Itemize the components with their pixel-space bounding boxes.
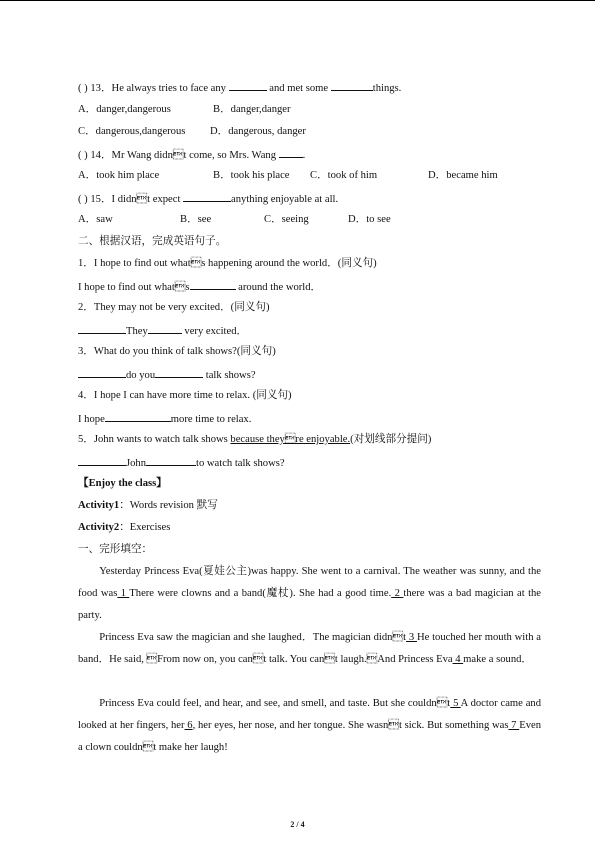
- option-c: C．took of him: [310, 170, 378, 181]
- cloze-blank-6: 6: [184, 720, 193, 731]
- option-d: D．to see: [348, 214, 391, 225]
- activity-text: ：Exercises: [119, 522, 171, 533]
- blank: [78, 455, 126, 466]
- sentence-5-answer: [78, 455, 285, 471]
- answer-text: They: [126, 326, 148, 337]
- answer-bracket: ( ) 15．: [78, 194, 112, 205]
- section-heading: 二、根据汉语，完成英语句子。: [78, 236, 227, 247]
- question-stem: things.: [372, 83, 402, 94]
- question-13-options-row2: [78, 125, 306, 139]
- option-c: C．dangerous,dangerous: [78, 126, 186, 137]
- answer-bracket: ( ) 14．: [78, 150, 112, 161]
- cloze-blank-7: 7: [508, 720, 520, 731]
- cloze-blank-4: 4: [452, 654, 464, 665]
- passage-text: Princess Eva could feel, and hear, and see, and smell, and taste. But she couldnt: [99, 698, 451, 709]
- cloze-blank-3: 3: [406, 632, 417, 643]
- page-number: 2 / 4: [290, 820, 305, 829]
- answer-text: around the world．: [235, 282, 322, 293]
- option-b: B．took his place: [213, 170, 290, 181]
- passage-text: There were clowns and a band(魔杖). She had a good time.: [129, 588, 392, 599]
- answer-text: talk shows?: [203, 370, 256, 381]
- answer-text: to watch talk shows?: [196, 458, 285, 469]
- blank: [183, 191, 231, 202]
- option-b: B．see: [180, 214, 212, 225]
- question-15-options: [78, 213, 391, 227]
- passage-text: A doctor came and looked at her fingers, her: [78, 698, 542, 731]
- question-14: [78, 147, 305, 163]
- sentence-3-prompt: 3．What do you think of talk shows?(同义句): [78, 346, 276, 357]
- passage-paragraph-3: [78, 693, 541, 759]
- answer-text: John: [126, 458, 147, 469]
- sentence-4-answer: [78, 411, 251, 427]
- blank: [146, 455, 196, 466]
- header-rule: [0, 0, 595, 1]
- answer-text: do you: [126, 370, 156, 381]
- option-a: A．saw: [78, 214, 113, 225]
- question-stem: anything enjoyable at all.: [231, 194, 339, 205]
- passage-text: Even a clown couldnt make her laugh!: [78, 720, 541, 753]
- question-13: [78, 80, 401, 96]
- blank: [279, 147, 303, 158]
- option-d: D．became him: [428, 170, 498, 181]
- passage-text: make a sound．: [463, 654, 533, 665]
- sentence-1-prompt: 1．I hope to find out whats happening around the world．(同义句): [78, 258, 377, 269]
- option-a: A．danger,dangerous: [78, 104, 171, 115]
- prompt-note: (对划线部分提问): [350, 434, 432, 445]
- question-stem: and met some: [266, 83, 331, 94]
- blank: [190, 279, 236, 290]
- cloze-blank-5: 5: [450, 698, 461, 709]
- passage-text: , her eyes, her nose, and her tongue. She wasnt sick. But something was: [192, 720, 509, 731]
- question-13-options-row1: [78, 103, 291, 117]
- sentence-2-answer: [78, 323, 247, 339]
- underlined-phrase: because theyre enjoyable.: [230, 434, 351, 445]
- option-a: A．took him place: [78, 170, 160, 181]
- sentence-1-answer: [78, 279, 321, 295]
- passage-paragraph-2: [78, 627, 541, 671]
- sentence-4-prompt: 4．I hope I can have more time to relax. (同义句): [78, 390, 292, 401]
- prompt-text: 5．John wants to watch talk shows: [78, 434, 231, 445]
- activity-2: [78, 521, 170, 535]
- answer-bracket: ( ) 13．: [78, 83, 112, 94]
- blank: [78, 367, 126, 378]
- cloze-heading: 一、完形填空：: [78, 544, 153, 555]
- option-c: C．seeing: [264, 214, 309, 225]
- question-15: [78, 191, 338, 207]
- blank: [331, 80, 373, 91]
- activity-text: ：Words revision 默写: [119, 500, 218, 511]
- sentence-2-prompt: 2．They may not be very excited．(同义句): [78, 302, 270, 313]
- passage-text: there was a bad magician at the party.: [78, 588, 542, 621]
- option-d: D．dangerous, danger: [210, 126, 306, 137]
- question-stem: He always tries to face any: [111, 83, 229, 94]
- activity-label: Activity2: [78, 522, 120, 533]
- blank: [155, 367, 203, 378]
- answer-text: I hope: [78, 414, 105, 425]
- answer-text: I hope to find out whats: [78, 282, 190, 293]
- passage-paragraph-1: [78, 561, 541, 627]
- passage-text: Yesterday Princess Eva(夏娃公主)was happy. She went to a carnival. The weather was sunny, and the food was: [78, 566, 541, 599]
- enjoy-heading: 【Enjoy the class】: [78, 478, 167, 489]
- blank: [148, 323, 182, 334]
- activity-label: Activity1: [78, 500, 120, 511]
- activity-1: [78, 499, 218, 513]
- passage-text: He touched her mouth with a band．He said, From now on, you cant talk. You cant laugh.And Princess Eva: [78, 632, 541, 665]
- question-stem: Mr Wang didnt come, so Mrs. Wang: [111, 150, 279, 161]
- answer-text: more time to relax.: [170, 414, 252, 425]
- sentence-3-answer: [78, 367, 256, 383]
- cloze-blank-1: 1: [117, 588, 130, 599]
- sentence-5-prompt: [78, 433, 431, 447]
- question-14-options: [78, 169, 498, 183]
- blank: [229, 80, 267, 91]
- question-stem: I didnt expect: [111, 194, 184, 205]
- blank: [78, 323, 126, 334]
- question-stem: .: [302, 150, 306, 161]
- option-b: B．danger,danger: [213, 104, 291, 115]
- blank: [105, 411, 171, 422]
- passage-text: Princess Eva saw the magician and she laughed．The magician didnt: [99, 632, 407, 643]
- answer-text: very excited．: [181, 326, 248, 337]
- cloze-blank-2: 2: [391, 588, 404, 599]
